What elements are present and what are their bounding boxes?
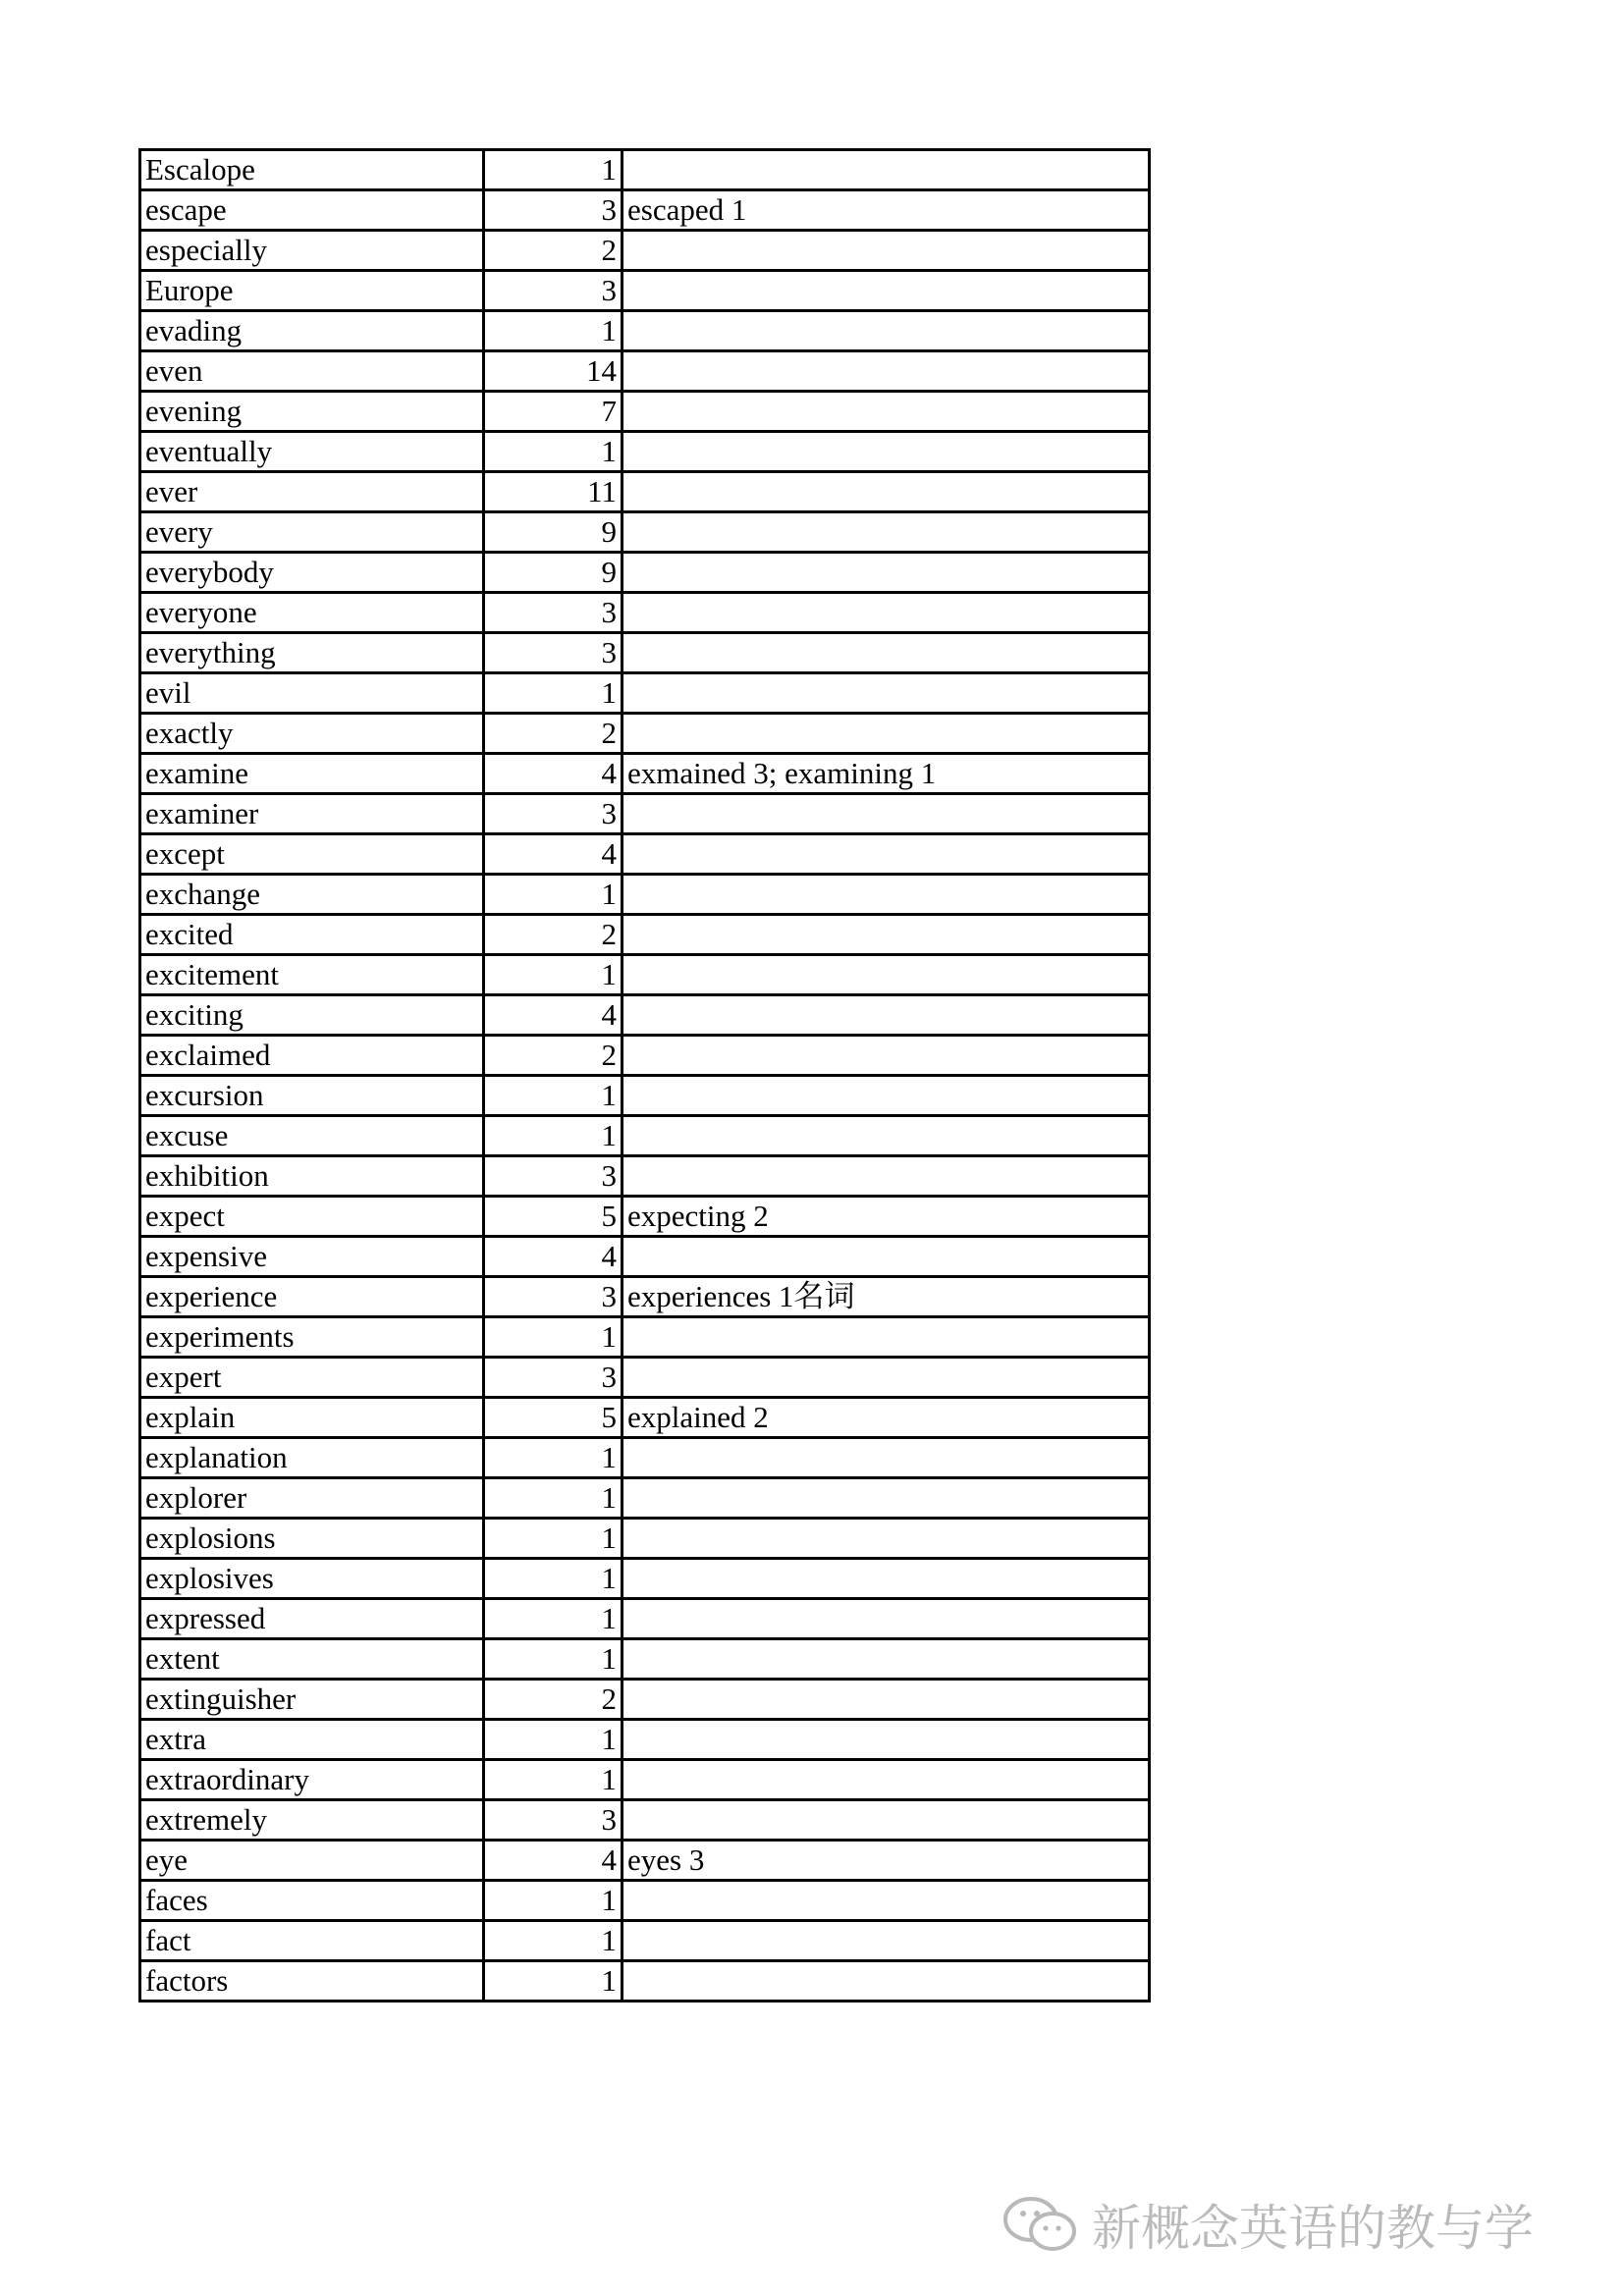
word-cell: expect [140, 1197, 484, 1237]
table-row [140, 1478, 1150, 1519]
word-cell: ever [140, 472, 484, 512]
table-row [140, 875, 1150, 915]
table-row [140, 1237, 1150, 1277]
table-row [140, 392, 1150, 432]
note-cell [623, 1680, 1150, 1720]
note-cell [623, 1760, 1150, 1800]
table-row [140, 190, 1150, 231]
word-cell: exhibition [140, 1156, 484, 1197]
table-row [140, 955, 1150, 995]
count-cell: 1 [484, 150, 623, 190]
count-cell: 3 [484, 593, 623, 633]
table-row [140, 1639, 1150, 1680]
count-cell: 1 [484, 1599, 623, 1639]
word-cell: excited [140, 915, 484, 955]
note-cell [623, 311, 1150, 351]
count-cell: 3 [484, 190, 623, 231]
word-cell: escape [140, 190, 484, 231]
table-row [140, 351, 1150, 392]
word-cell: excuse [140, 1116, 484, 1156]
table-row [140, 834, 1150, 875]
table-row [140, 1760, 1150, 1800]
watermark [1001, 2189, 1534, 2260]
count-cell: 4 [484, 995, 623, 1036]
word-cell: fact [140, 1921, 484, 1961]
note-cell [623, 1881, 1150, 1921]
count-cell: 1 [484, 955, 623, 995]
note-cell [623, 593, 1150, 633]
word-cell: explosions [140, 1519, 484, 1559]
word-cell: faces [140, 1881, 484, 1921]
table-row [140, 1036, 1150, 1076]
count-cell: 2 [484, 1680, 623, 1720]
table-row [140, 271, 1150, 311]
count-cell: 3 [484, 633, 623, 673]
table-row [140, 150, 1150, 190]
note-cell [623, 633, 1150, 673]
word-cell: experience [140, 1277, 484, 1317]
word-cell: eye [140, 1841, 484, 1881]
vocabulary-table [138, 148, 1151, 2002]
watermark-text: 新概念英语的教与学 [1092, 2200, 1534, 2257]
word-cell: expensive [140, 1237, 484, 1277]
table-row [140, 1156, 1150, 1197]
count-cell: 3 [484, 1156, 623, 1197]
count-cell: 1 [484, 1881, 623, 1921]
count-cell: 4 [484, 1841, 623, 1881]
table-row [140, 1841, 1150, 1881]
note-cell [623, 271, 1150, 311]
word-cell: excitement [140, 955, 484, 995]
note-cell: eyes 3 [623, 1841, 1150, 1881]
count-cell: 1 [484, 432, 623, 472]
table-row [140, 432, 1150, 472]
word-cell: expressed [140, 1599, 484, 1639]
table-row [140, 553, 1150, 593]
count-cell: 7 [484, 392, 623, 432]
word-cell: evading [140, 311, 484, 351]
note-cell [623, 150, 1150, 190]
table-row [140, 1197, 1150, 1237]
table-row [140, 1921, 1150, 1961]
count-cell: 3 [484, 1800, 623, 1841]
word-cell: evil [140, 673, 484, 714]
table-row [140, 1961, 1150, 2002]
count-cell: 1 [484, 1438, 623, 1478]
count-cell: 1 [484, 1961, 623, 2002]
word-cell: extent [140, 1639, 484, 1680]
count-cell: 1 [484, 1116, 623, 1156]
note-cell [623, 472, 1150, 512]
table-row [140, 1076, 1150, 1116]
word-cell: extraordinary [140, 1760, 484, 1800]
note-cell [623, 1438, 1150, 1478]
word-cell: everybody [140, 553, 484, 593]
note-cell [623, 351, 1150, 392]
count-cell: 11 [484, 472, 623, 512]
note-cell: expecting 2 [623, 1197, 1150, 1237]
count-cell: 1 [484, 1519, 623, 1559]
count-cell: 3 [484, 1277, 623, 1317]
table-row [140, 472, 1150, 512]
note-cell: experiences 1名词 [623, 1277, 1150, 1317]
table-row [140, 1720, 1150, 1760]
table-row [140, 794, 1150, 834]
word-cell: everything [140, 633, 484, 673]
note-cell [623, 1921, 1150, 1961]
table-row [140, 593, 1150, 633]
count-cell: 3 [484, 1358, 623, 1398]
table-row [140, 1358, 1150, 1398]
word-cell: extra [140, 1720, 484, 1760]
note-cell [623, 714, 1150, 754]
count-cell: 9 [484, 512, 623, 553]
note-cell [623, 1559, 1150, 1599]
note-cell [623, 1237, 1150, 1277]
table-row [140, 1680, 1150, 1720]
word-cell: exactly [140, 714, 484, 754]
count-cell: 1 [484, 1639, 623, 1680]
count-cell: 2 [484, 1036, 623, 1076]
note-cell [623, 1720, 1150, 1760]
word-cell: experiments [140, 1317, 484, 1358]
table-row [140, 754, 1150, 794]
table-row [140, 1559, 1150, 1599]
note-cell [623, 1961, 1150, 2002]
note-cell [623, 1800, 1150, 1841]
table-row [140, 673, 1150, 714]
note-cell [623, 1116, 1150, 1156]
note-cell [623, 1358, 1150, 1398]
count-cell: 2 [484, 915, 623, 955]
table-row [140, 1277, 1150, 1317]
table-row [140, 995, 1150, 1036]
note-cell [623, 392, 1150, 432]
wechat-icon [1001, 2194, 1080, 2255]
note-cell: exmained 3; examining 1 [623, 754, 1150, 794]
note-cell [623, 1156, 1150, 1197]
word-cell: excursion [140, 1076, 484, 1116]
word-cell: explorer [140, 1478, 484, 1519]
note-cell [623, 915, 1150, 955]
note-cell [623, 231, 1150, 271]
table-row [140, 1398, 1150, 1438]
count-cell: 1 [484, 875, 623, 915]
word-cell: especially [140, 231, 484, 271]
count-cell: 1 [484, 311, 623, 351]
word-cell: explosives [140, 1559, 484, 1599]
count-cell: 1 [484, 1921, 623, 1961]
table-row [140, 311, 1150, 351]
word-cell: evening [140, 392, 484, 432]
note-cell [623, 794, 1150, 834]
word-cell: explanation [140, 1438, 484, 1478]
count-cell: 14 [484, 351, 623, 392]
word-cell: exclaimed [140, 1036, 484, 1076]
table-row [140, 1317, 1150, 1358]
count-cell: 1 [484, 1076, 623, 1116]
count-cell: 3 [484, 794, 623, 834]
note-cell [623, 432, 1150, 472]
table-body [140, 150, 1150, 2002]
table-row [140, 714, 1150, 754]
table-row [140, 1881, 1150, 1921]
word-cell: Escalope [140, 150, 484, 190]
count-cell: 1 [484, 1760, 623, 1800]
word-cell: expert [140, 1358, 484, 1398]
word-cell: exciting [140, 995, 484, 1036]
table-row [140, 1438, 1150, 1478]
word-cell: examiner [140, 794, 484, 834]
note-cell [623, 1478, 1150, 1519]
note-cell [623, 875, 1150, 915]
note-cell [623, 1639, 1150, 1680]
table-row [140, 1519, 1150, 1559]
count-cell: 4 [484, 1237, 623, 1277]
note-cell [623, 673, 1150, 714]
note-cell [623, 834, 1150, 875]
count-cell: 1 [484, 1478, 623, 1519]
note-cell [623, 1076, 1150, 1116]
table-row [140, 1599, 1150, 1639]
note-cell [623, 955, 1150, 995]
note-cell [623, 553, 1150, 593]
word-cell: explain [140, 1398, 484, 1438]
table-row [140, 512, 1150, 553]
count-cell: 3 [484, 271, 623, 311]
count-cell: 2 [484, 231, 623, 271]
word-cell: factors [140, 1961, 484, 2002]
note-cell [623, 1519, 1150, 1559]
count-cell: 9 [484, 553, 623, 593]
word-cell: Europe [140, 271, 484, 311]
count-cell: 1 [484, 1720, 623, 1760]
count-cell: 1 [484, 673, 623, 714]
table-row [140, 231, 1150, 271]
word-cell: eventually [140, 432, 484, 472]
note-cell [623, 1317, 1150, 1358]
count-cell: 1 [484, 1317, 623, 1358]
word-cell: even [140, 351, 484, 392]
count-cell: 4 [484, 754, 623, 794]
word-cell: everyone [140, 593, 484, 633]
table-row [140, 915, 1150, 955]
count-cell: 4 [484, 834, 623, 875]
count-cell: 1 [484, 1559, 623, 1599]
note-cell [623, 1036, 1150, 1076]
table-row [140, 633, 1150, 673]
count-cell: 2 [484, 714, 623, 754]
word-cell: extremely [140, 1800, 484, 1841]
table-row [140, 1800, 1150, 1841]
word-cell: except [140, 834, 484, 875]
note-cell: escaped 1 [623, 190, 1150, 231]
note-cell [623, 995, 1150, 1036]
word-cell: extinguisher [140, 1680, 484, 1720]
count-cell: 5 [484, 1197, 623, 1237]
count-cell: 5 [484, 1398, 623, 1438]
word-cell: exchange [140, 875, 484, 915]
word-cell: examine [140, 754, 484, 794]
note-cell [623, 512, 1150, 553]
note-cell: explained 2 [623, 1398, 1150, 1438]
note-cell [623, 1599, 1150, 1639]
word-cell: every [140, 512, 484, 553]
table-row [140, 1116, 1150, 1156]
